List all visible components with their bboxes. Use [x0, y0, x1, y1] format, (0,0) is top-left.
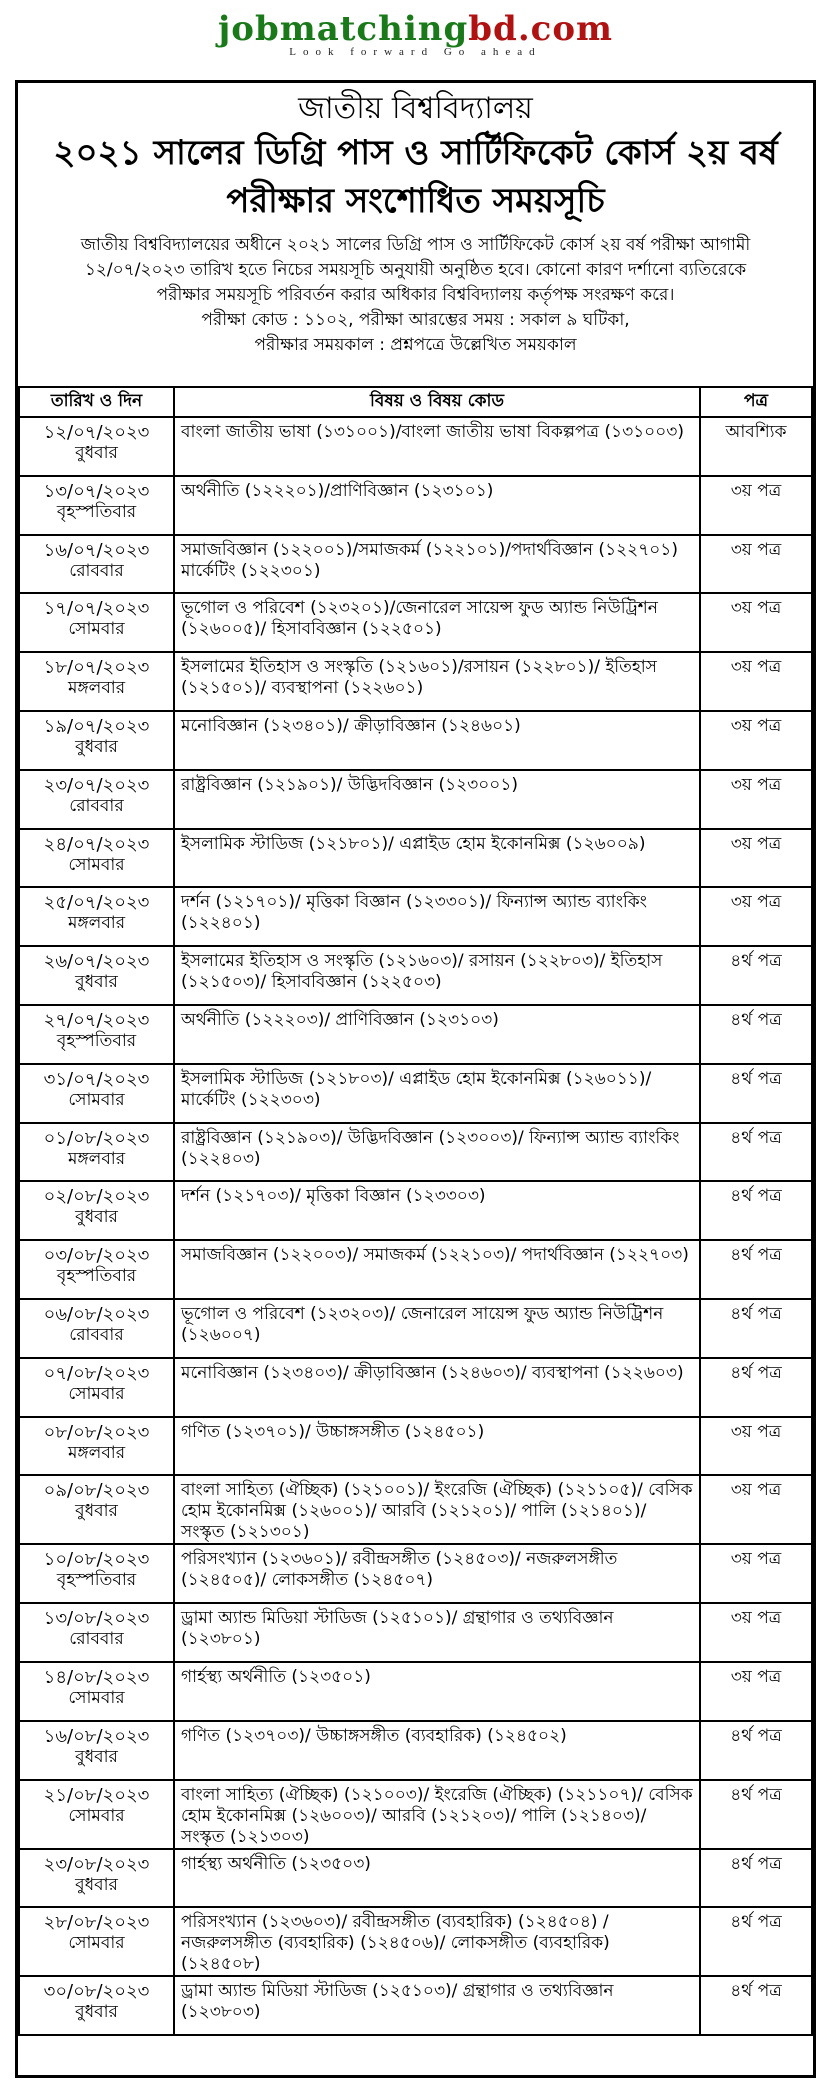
paper-cell: ৩য় পত্র: [700, 593, 812, 652]
date-cell: [19, 417, 174, 476]
subject-cell: ইসলামের ইতিহাস ও সংস্কৃতি (১২১৬০১)/রসায়ন (১২২৮০১)/ ইতিহাস (১২১৫০১)/ ব্যবস্থাপনা (১২২৬০১): [174, 652, 700, 711]
table-row: [19, 1299, 812, 1358]
notice-intro: [18, 225, 813, 358]
paper-cell: আবশ্যিক: [700, 417, 812, 476]
table-row: [19, 1907, 812, 1976]
exam-day: মঙ্গলবার: [67, 1148, 126, 1169]
subject-cell: ভূগোল ও পরিবেশ (১২৩২০৩)/ জেনারেল সায়েন্স ফুড অ্যান্ড নিউট্রিশন (১২৬০০৭): [174, 1299, 700, 1358]
table-row: [19, 476, 812, 535]
table-row: [19, 1064, 812, 1123]
date-cell: [19, 1544, 174, 1603]
paper-cell: ৪র্থ পত্র: [700, 1240, 812, 1299]
date-cell: [19, 1976, 174, 2035]
exam-day: মঙ্গলবার: [67, 1442, 126, 1463]
date-cell: [19, 829, 174, 888]
exam-date: ১৮/০৭/২০২৩: [43, 657, 150, 679]
logo-text-red: bd: [468, 9, 518, 49]
exam-date: ২৪/০৭/২০২৩: [43, 833, 150, 855]
exam-date: ২১/০৮/২০২৩: [43, 1784, 150, 1806]
exam-date: ৩১/০৭/২০২৩: [43, 1068, 150, 1090]
table-row: [19, 1849, 812, 1908]
date-cell: [19, 476, 174, 535]
paper-cell: ৩য় পত্র: [700, 711, 812, 770]
exam-duration-line: পরীক্ষার সময়কাল : প্রশ্নপত্রে উল্লেখিত সময়কাল: [254, 335, 577, 355]
subject-cell: সমাজবিজ্ঞান (১২২০০৩)/ সমাজকর্ম (১২২১০৩)/ পদার্থবিজ্ঞান (১২২৭০৩): [174, 1240, 700, 1299]
subject-cell: গণিত (১২৩৭০১)/ উচ্চাঙ্গসঙ্গীত (১২৪৫০১): [174, 1417, 700, 1476]
table-row: [19, 1780, 812, 1849]
exam-date: ২৬/০৭/২০২৩: [43, 951, 150, 973]
subject-cell: বাংলা সাহিত্য (ঐচ্ছিক) (১২১০০১)/ ইংরেজি (ঐচ্ছিক) (১২১১০৫)/ বেসিক হোম ইকোনমিক্স (১২৬০০১)/ আরবি (১২১২০১)/ পালি (১২১৪০১)/ সংস্কৃত (১২১৩০১): [174, 1475, 700, 1544]
exam-day: বৃহস্পতিবার: [56, 1030, 137, 1051]
paper-cell: ৪র্থ পত্র: [700, 1849, 812, 1908]
table-row: [19, 1662, 812, 1721]
subject-cell: গার্হস্থ্য অর্থনীতি (১২৩৫০৩): [174, 1849, 700, 1908]
paper-cell: ৩য় পত্র: [700, 535, 812, 594]
date-cell: [19, 1662, 174, 1721]
table-row: [19, 829, 812, 888]
date-cell: [19, 1475, 174, 1544]
date-cell: [19, 887, 174, 946]
table-row: [19, 535, 812, 594]
table-header-row: [19, 387, 812, 417]
paper-cell: ৩য় পত্র: [700, 1544, 812, 1603]
paper-cell: ৩য় পত্র: [700, 1475, 812, 1544]
exam-date: ০৭/০৮/২০২৩: [43, 1362, 150, 1384]
exam-day: সোমবার: [68, 854, 125, 875]
intro-line: ১২/০৭/২০২৩ তারিখ হতে নিচের সময়সূচি অনুযায়ী অনুষ্ঠিত হবে। কোনো কারণ দর্শানো ব্যতিরেকে: [84, 260, 747, 280]
table-row: [19, 946, 812, 1005]
table-row: [19, 1358, 812, 1417]
date-cell: [19, 535, 174, 594]
exam-day: সোমবার: [68, 1383, 125, 1404]
date-cell: [19, 1849, 174, 1908]
exam-date: ২৩/০৮/২০২৩: [43, 1853, 150, 1875]
exam-date: ০২/০৮/২০২৩: [43, 1186, 150, 1208]
paper-cell: ৩য় পত্র: [700, 652, 812, 711]
exam-day: রোববার: [69, 795, 124, 816]
subject-cell: ভূগোল ও পরিবেশ (১২৩২০১)/জেনারেল সায়েন্স ফুড অ্যান্ড নিউট্রিশন (১২৬০০৫)/ হিসাববিজ্ঞান (১২২৫০১): [174, 593, 700, 652]
exam-day: সোমবার: [68, 1933, 125, 1954]
table-row: [19, 770, 812, 829]
table-row: [19, 1475, 812, 1544]
exam-date: ০৮/০৮/২০২৩: [43, 1421, 150, 1443]
table-row: [19, 593, 812, 652]
site-logo[interactable]: [0, 10, 831, 58]
date-cell: [19, 1603, 174, 1662]
paper-cell: ৩য় পত্র: [700, 770, 812, 829]
exam-day: বুধবার: [75, 443, 118, 463]
date-cell: [19, 1721, 174, 1780]
notice-title-line2: পরীক্ষার সংশোধিত সময়সূচি: [226, 181, 605, 221]
exam-day: রোববার: [69, 1629, 124, 1650]
paper-cell: ৪র্থ পত্র: [700, 1358, 812, 1417]
date-cell: [19, 711, 174, 770]
subject-cell: দর্শন (১২১৭০১)/ মৃত্তিকা বিজ্ঞান (১২৩৩০১)/ ফিন্যান্স অ্যান্ড ব্যাংকিং (১২২৪০১): [174, 887, 700, 946]
exam-day: সোমবার: [68, 1687, 125, 1708]
paper-cell: ৪র্থ পত্র: [700, 1123, 812, 1182]
date-cell: [19, 593, 174, 652]
paper-cell: ৪র্থ পত্র: [700, 1064, 812, 1123]
exam-notice: [15, 80, 816, 2078]
table-row: [19, 887, 812, 946]
date-cell: [19, 1907, 174, 1976]
subject-cell: বাংলা জাতীয় ভাষা (১৩১০০১)/বাংলা জাতীয় ভাষা বিকল্পপত্র (১৩১০০৩): [174, 417, 700, 476]
exam-date: ১৪/০৮/২০২৩: [43, 1666, 150, 1688]
date-cell: [19, 946, 174, 1005]
subject-cell: ড্রামা অ্যান্ড মিডিয়া স্টাডিজ (১২৫১০১)/ গ্রন্থাগার ও তথ্যবিজ্ঞান (১২৩৮০১): [174, 1603, 700, 1662]
university-name: জাতীয় বিশ্ববিদ্যালয়: [298, 91, 533, 126]
table-row: [19, 1123, 812, 1182]
date-cell: [19, 1417, 174, 1476]
notice-header: [18, 83, 813, 225]
exam-date: ১২/০৭/২০২৩: [43, 422, 150, 443]
exam-day: মঙ্গলবার: [67, 678, 126, 699]
date-cell: [19, 1240, 174, 1299]
table-row: [19, 711, 812, 770]
table-row: [19, 1721, 812, 1780]
exam-date: ১৬/০৮/২০২৩: [43, 1725, 150, 1747]
date-cell: [19, 652, 174, 711]
subject-cell: রাষ্ট্রবিজ্ঞান (১২১৯০৩)/ উদ্ভিদবিজ্ঞান (১২৩০০৩)/ ফিন্যান্স অ্যান্ড ব্যাংকিং (১২২৪০৩): [174, 1123, 700, 1182]
subject-cell: অর্থনীতি (১২২২০৩)/ প্রাণিবিজ্ঞান (১২৩১০৩): [174, 1005, 700, 1064]
exam-date: ০১/০৮/২০২৩: [43, 1127, 150, 1149]
exam-day: বুধবার: [75, 2002, 118, 2023]
logo-text-green: jobmatching: [217, 9, 469, 49]
subject-cell: বাংলা সাহিত্য (ঐচ্ছিক) (১২১০০৩)/ ইংরেজি (ঐচ্ছিক) (১২১১০৭)/ বেসিক হোম ইকোনমিক্স (১২৬০০৩)/ আরবি (১২১২০৩)/ পালি (১২১৪০৩)/ সংস্কৃত (১২১৩০৩): [174, 1780, 700, 1849]
exam-code-line: পরীক্ষা কোড : ১১০২, পরীক্ষা আরম্ভের সময় : সকাল ৯ ঘটিকা,: [201, 310, 630, 330]
exam-day: বুধবার: [75, 1746, 118, 1767]
exam-day: রোববার: [69, 560, 124, 581]
exam-day: সোমবার: [68, 619, 125, 640]
exam-date: ১০/০৮/২০২৩: [43, 1549, 150, 1571]
paper-cell: ৪র্থ পত্র: [700, 1721, 812, 1780]
subject-cell: গণিত (১২৩৭০৩)/ উচ্চাঙ্গসঙ্গীত (ব্যবহারিক) (১২৪৫০২): [174, 1721, 700, 1780]
table-row: [19, 1544, 812, 1603]
exam-day: সোমবার: [68, 1089, 125, 1110]
schedule-table: [18, 386, 813, 2036]
subject-cell: পরিসংখ্যান (১২৩৬০৩)/ রবীন্দ্রসঙ্গীত (ব্যবহারিক) (১২৪৫০৪) / নজরুলসঙ্গীত (ব্যবহারিক) (১২৪৫০৬)/ লোকসঙ্গীত (ব্যবহারিক) (১২৪৫০৮): [174, 1907, 700, 1976]
paper-cell: ৩য় পত্র: [700, 1662, 812, 1721]
exam-day: বুধবার: [75, 736, 118, 757]
subject-cell: ড্রামা অ্যান্ড মিডিয়া স্টাডিজ (১২৫১০৩)/ গ্রন্থাগার ও তথ্যবিজ্ঞান (১২৩৮০৩): [174, 1976, 700, 2035]
header-paper: পত্র: [700, 387, 812, 417]
exam-day: বৃহস্পতিবার: [56, 1570, 137, 1591]
exam-day: রোববার: [69, 1324, 124, 1345]
exam-date: ২৮/০৮/২০২৩: [43, 1912, 150, 1934]
paper-cell: ৩য় পত্র: [700, 829, 812, 888]
paper-cell: ৩য় পত্র: [700, 476, 812, 535]
subject-cell: মনোবিজ্ঞান (১২৩৪০৩)/ ক্রীড়াবিজ্ঞান (১২৪৬০৩)/ ব্যবস্থাপনা (১২২৬০৩): [174, 1358, 700, 1417]
paper-cell: ৪র্থ পত্র: [700, 1299, 812, 1358]
date-cell: [19, 1181, 174, 1240]
subject-cell: ইসলামের ইতিহাস ও সংস্কৃতি (১২১৬০৩)/ রসায়ন (১২২৮০৩)/ ইতিহাস (১২১৫০৩)/ হিসাববিজ্ঞান (১২২৫০৩): [174, 946, 700, 1005]
exam-date: ১৭/০৭/২০২৩: [43, 598, 150, 620]
subject-cell: পরিসংখ্যান (১২৩৬০১)/ রবীন্দ্রসঙ্গীত (১২৪৫০৩)/ নজরুলসঙ্গীত (১২৪৫০৫)/ লোকসঙ্গীত (১২৪৫০৭): [174, 1544, 700, 1603]
intro-line: জাতীয় বিশ্ববিদ্যালয়ের অধীনে ২০২১ সালের ডিগ্রি পাস ও সার্টিফিকেট কোর্স ২য় বর্ষ পরীক্ষা আগামী: [80, 235, 751, 255]
logo-text-suffix: .com: [517, 9, 614, 49]
logo-text: [0, 10, 831, 48]
exam-day: বৃহস্পতিবার: [56, 501, 137, 522]
exam-date: ০৩/০৮/২০২৩: [43, 1245, 150, 1267]
exam-date: ৩০/০৮/২০২৩: [43, 1981, 150, 2003]
exam-day: বুধবার: [75, 1501, 118, 1522]
notice-title-line1: ২০২১ সালের ডিগ্রি পাস ও সার্টিফিকেট কোর্স ২য় বর্ষ: [53, 133, 778, 173]
table-row: [19, 1005, 812, 1064]
exam-day: মঙ্গলবার: [67, 913, 126, 934]
table-row: [19, 1976, 812, 2035]
subject-cell: ইসলামিক স্টাডিজ (১২১৮০৩)/ এপ্লাইড হোম ইকোনমিক্স (১২৬০১১)/ মার্কেটিং (১২২৩০৩): [174, 1064, 700, 1123]
table-row: [19, 1417, 812, 1476]
header-date: তারিখ ও দিন: [19, 387, 174, 417]
table-row: [19, 1603, 812, 1662]
date-cell: [19, 1064, 174, 1123]
exam-date: ২৫/০৭/২০২৩: [43, 892, 150, 914]
subject-cell: রাষ্ট্রবিজ্ঞান (১২১৯০১)/ উদ্ভিদবিজ্ঞান (১২৩০০১): [174, 770, 700, 829]
exam-date: ১৩/০৮/২০২৩: [43, 1608, 150, 1630]
paper-cell: ৩য় পত্র: [700, 1417, 812, 1476]
exam-date: ২৭/০৭/২০২৩: [43, 1009, 150, 1031]
exam-day: বুধবার: [75, 1874, 118, 1895]
paper-cell: ৪র্থ পত্র: [700, 1005, 812, 1064]
date-cell: [19, 1005, 174, 1064]
date-cell: [19, 1780, 174, 1849]
subject-cell: মনোবিজ্ঞান (১২৩৪০১)/ ক্রীড়াবিজ্ঞান (১২৪৬০১): [174, 711, 700, 770]
paper-cell: ৪র্থ পত্র: [700, 1976, 812, 2035]
subject-cell: দর্শন (১২১৭০৩)/ মৃত্তিকা বিজ্ঞান (১২৩৩০৩): [174, 1181, 700, 1240]
subject-cell: অর্থনীতি (১২২২০১)/প্রাণিবিজ্ঞান (১২৩১০১): [174, 476, 700, 535]
header-subject: বিষয় ও বিষয় কোড: [174, 387, 700, 417]
table-row: [19, 1181, 812, 1240]
date-cell: [19, 770, 174, 829]
paper-cell: ৪র্থ পত্র: [700, 1780, 812, 1849]
table-row: [19, 652, 812, 711]
exam-date: ২৩/০৭/২০২৩: [43, 774, 150, 796]
exam-date: ০৬/০৮/২০২৩: [43, 1303, 150, 1325]
exam-date: ০৯/০৮/২০২৩: [43, 1480, 150, 1502]
table-row: [19, 1240, 812, 1299]
table-row: [19, 417, 812, 476]
exam-date: ১৯/০৭/২০২৩: [43, 715, 150, 737]
exam-day: বুধবার: [75, 972, 118, 993]
paper-cell: ৩য় পত্র: [700, 1603, 812, 1662]
intro-line: পরীক্ষার সময়সূচি পরিবর্তন করার অধিকার বিশ্ববিদ্যালয় কর্তৃপক্ষ সংরক্ষণ করে।: [156, 285, 675, 305]
logo-tagline: Look forward Go ahead: [289, 46, 542, 58]
exam-day: বৃহস্পতিবার: [56, 1266, 137, 1287]
subject-cell: সমাজবিজ্ঞান (১২২০০১)/সমাজকর্ম (১২২১০১)/পদার্থবিজ্ঞান (১২২৭০১) মার্কেটিং (১২২৩০১): [174, 535, 700, 594]
date-cell: [19, 1299, 174, 1358]
exam-day: বুধবার: [75, 1207, 118, 1228]
paper-cell: ৪র্থ পত্র: [700, 1907, 812, 1976]
subject-cell: ইসলামিক স্টাডিজ (১২১৮০১)/ এপ্লাইড হোম ইকোনমিক্স (১২৬০০৯): [174, 829, 700, 888]
paper-cell: ৪র্থ পত্র: [700, 946, 812, 1005]
date-cell: [19, 1123, 174, 1182]
paper-cell: ৩য় পত্র: [700, 887, 812, 946]
date-cell: [19, 1358, 174, 1417]
exam-day: সোমবার: [68, 1805, 125, 1826]
paper-cell: ৪র্থ পত্র: [700, 1181, 812, 1240]
exam-date: ১৬/০৭/২০২৩: [43, 539, 150, 561]
exam-date: ১৩/০৭/২০২৩: [43, 480, 150, 502]
subject-cell: গার্হস্থ্য অর্থনীতি (১২৩৫০১): [174, 1662, 700, 1721]
